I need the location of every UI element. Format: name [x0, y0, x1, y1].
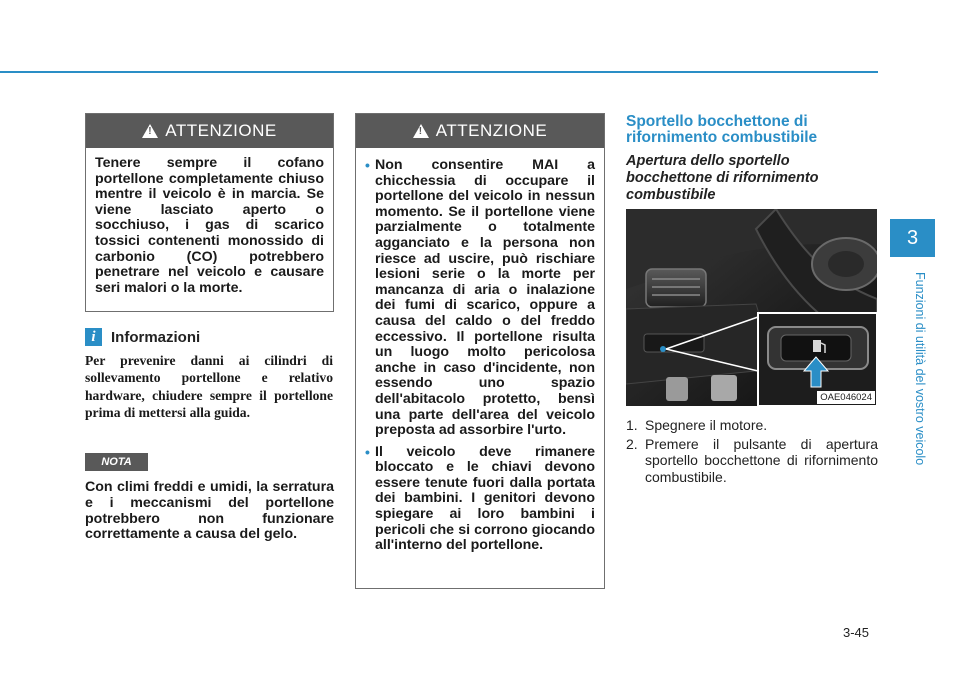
info-icon: i [85, 328, 102, 346]
note-badge: NOTA [85, 453, 148, 471]
warning-header [356, 114, 604, 148]
warning-bullet [365, 158, 595, 439]
bullet-text: Il veicolo deve rimanere bloccato e le chiavi devono essere tenute fuori dalla portata dei bambini. I genitori devono spiegare ai loro bambini i pericoli che si corrono giocando all'interno del portellone. [375, 443, 595, 554]
info-text: Per prevenire danni ai cilindri di sollevamento portellone e relativo hardware, chiudere sempre il portellone prima di mettersi alla guida. [85, 353, 333, 420]
warning-title: ATTENZIONE [435, 121, 548, 140]
warning-body: Tenere sempre il cofano portellone completamente chiuso mentre il veicolo è in marcia. Se viene lasciato aperto o socchiuso, i gas di scarico tossici contenenti monossido di carbonio (CO) potrebbero penetrare nel veicolo e causare seri malori o la morte. [95, 155, 324, 296]
info-title: Informazioni [111, 328, 201, 346]
step-number: 1. [626, 417, 638, 433]
bullet-dot: • [365, 157, 370, 173]
chapter-side-title [912, 272, 928, 492]
info-heading [85, 328, 200, 346]
warning-body [356, 148, 604, 562]
warning-box-left [85, 113, 334, 312]
warning-icon: ! [413, 124, 429, 138]
step-text: Premere il pulsante di apertura sportello bocchettone di rifornimento combustibile. [645, 435, 878, 485]
steps-list [626, 417, 878, 487]
dashboard-illustration [626, 209, 877, 406]
fuel-door-button-photo [626, 209, 877, 406]
warning-bullet [365, 445, 595, 554]
top-rule [0, 71, 878, 73]
image-code: OAE046024 [817, 391, 875, 404]
step-item [626, 417, 878, 434]
warning-icon: ! [142, 124, 158, 138]
bullet-text: Non consentire MAI a chicchessia di occupare il portellone del veicolo in nessun momento. Se il portellone viene parzialmente o totalmente agganciato e la persona non riesce ad uscire, può rischiare lesioni serie o la morte per mancanza di aria o inalazione dei fumi di scarico, oppure a causa del caldo o del freddo eccessivo. Il portellone risulta un luogo molto pericolosa anche in caso d'incidente, non essendo uno spazio dell'abitacolo protetto, bensì una parte dell'area del veicolo preposta ad assorbire l'urto. [375, 157, 595, 439]
chapter-tab: 3 [890, 219, 935, 257]
note-text: Con climi freddi e umidi, la serratura e i meccanismi del portellone potrebbero non funzionare correttamente a causa del gelo. [85, 479, 334, 543]
section-title: Sportello bocchettone di rifornimento combustibile [626, 113, 818, 146]
chapter-title: Funzioni di utilità del vostro veicolo [913, 272, 927, 466]
step-number: 2. [626, 435, 638, 452]
step-text: Spegnere il motore. [645, 417, 768, 433]
warning-title: ATTENZIONE [165, 121, 277, 140]
warning-box-middle [355, 113, 605, 589]
step-item [626, 436, 878, 486]
page-number: 3-45 [843, 625, 870, 640]
warning-header [86, 114, 333, 148]
bullet-dot: • [365, 443, 370, 460]
section-subtitle: Apertura dello sportello bocchettone di rifornimento combustibile [626, 153, 819, 203]
